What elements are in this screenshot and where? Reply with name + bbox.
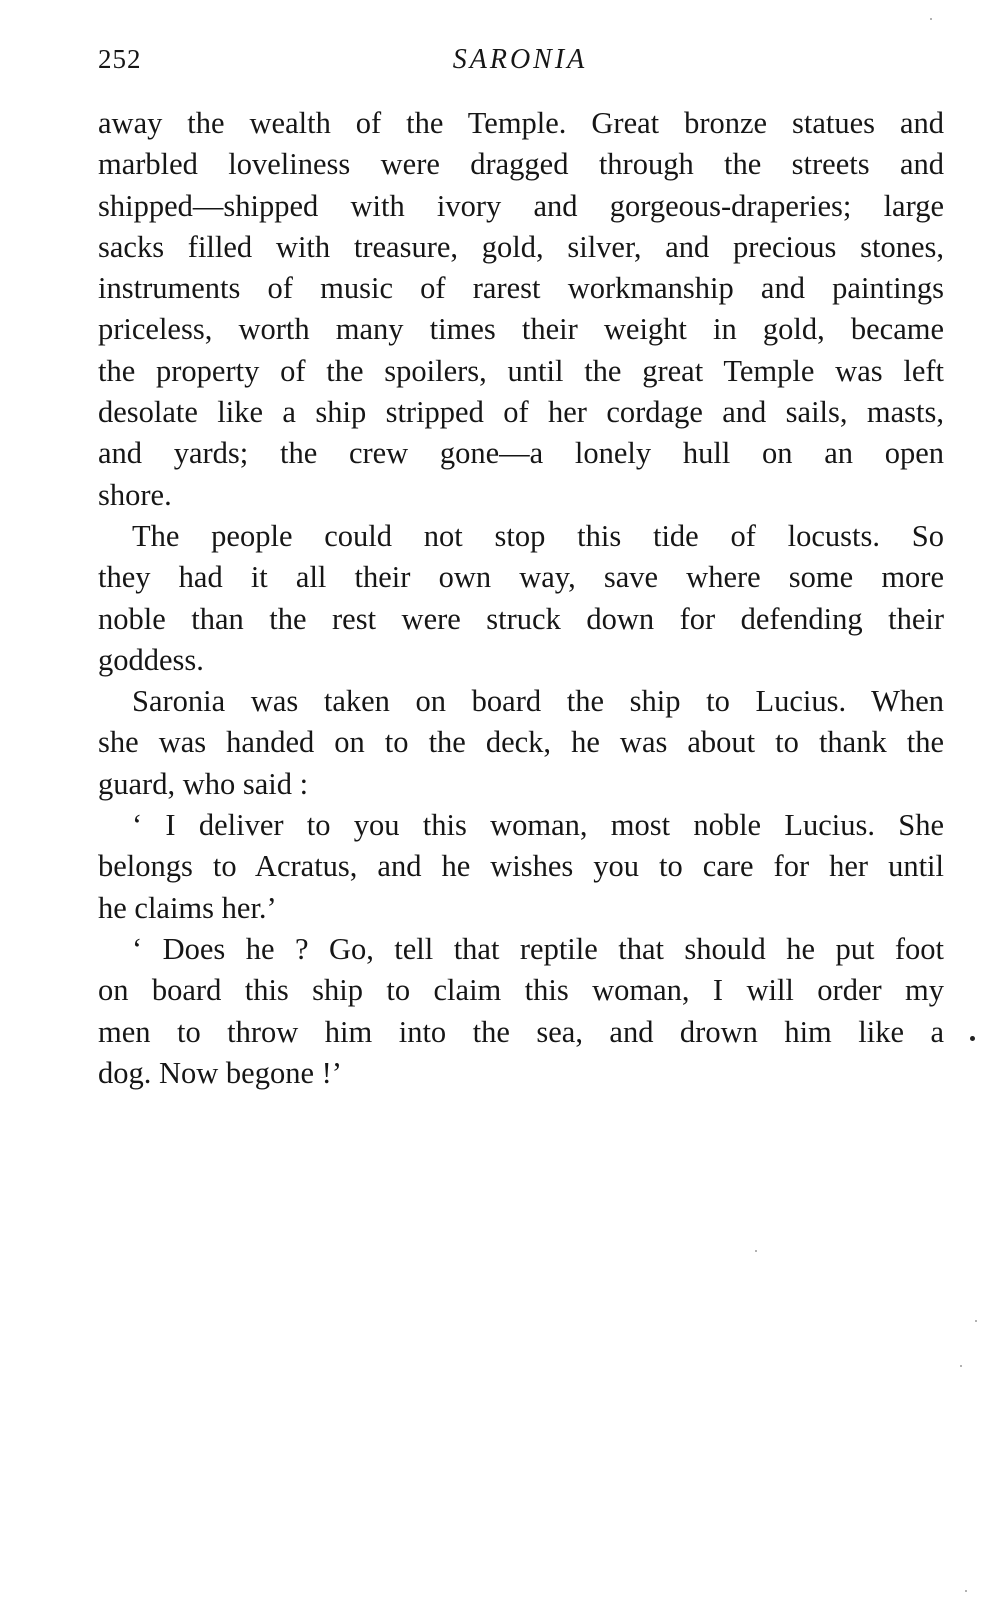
print-speck [960,1365,962,1367]
text-line: marbled loveliness were dragged through the streets and [98,147,944,182]
text-line: shore. [98,477,172,512]
paragraph [98,805,944,929]
text-line: Saronia was taken on board the ship to Lucius. When [132,684,944,719]
text-line: she was handed on to the deck, he was about to thank the [98,725,944,760]
text-line: away the wealth of the Temple. Great bronze statues and [98,106,944,140]
text-line: he claims her.’ [98,890,277,925]
paragraph [98,681,944,805]
text-line: they had it all their own way, save where some more [98,560,944,595]
text-line: belongs to Acratus, and he wishes you to care for her until [98,849,944,884]
text-line: instruments of music of rarest workmanship and paintings [98,271,944,306]
print-speck [755,1250,757,1252]
paragraph [98,516,944,681]
text-line: men to throw him into the sea, and drown him like a [98,1014,944,1049]
text-line: priceless, worth many times their weight in gold, became [98,312,944,347]
body-text [98,103,944,1094]
text-line: goddess. [98,642,204,677]
running-title: SARONIA [452,44,588,75]
text-line: desolate like a ship stripped of her cordage and sails, masts, [98,395,944,430]
text-line: noble than the rest were struck down for defending their [98,601,944,636]
page-header [0,44,1006,84]
print-speck [930,18,932,20]
text-line: The people could not stop this tide of locusts. So [132,518,944,553]
paragraph [98,103,944,516]
text-line: ‘ I deliver to you this woman, most noble Lucius. She [132,808,944,843]
text-line: guard, who said : [98,766,309,801]
paragraph [98,929,944,1094]
print-speck [965,1590,967,1592]
print-speck [970,1036,975,1041]
text-line: on board this ship to claim this woman, I will order my [98,973,944,1008]
text-line: sacks filled with treasure, gold, silver, and precious stones, [98,229,944,264]
text-line: and yards; the crew gone—a lonely hull on an open [98,436,944,471]
page-number: 252 [98,44,142,74]
text-line: ‘ Does he ? Go, tell that reptile that should he put foot [132,931,944,966]
text-line: dog. Now begone !’ [98,1055,342,1090]
text-line: shipped—shipped with ivory and gorgeous-draperies; large [98,188,944,223]
print-speck [975,1320,977,1322]
text-line: the property of the spoilers, until the great Temple was left [98,353,944,388]
